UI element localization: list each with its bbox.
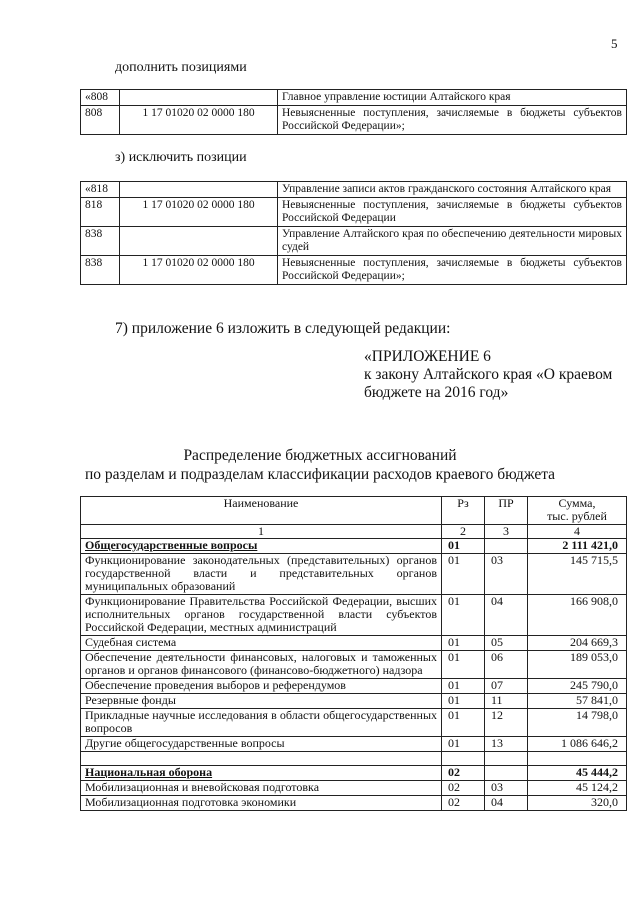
table-row [81, 90, 627, 106]
row-sum: 57 841,0 [528, 694, 627, 709]
remove-positions-table [80, 181, 627, 285]
row-pr [485, 766, 528, 781]
row-rz: 01 [442, 554, 485, 595]
row-sum: 166 908,0 [528, 595, 627, 636]
row-pr: 07 [485, 679, 528, 694]
appendix-line: бюджете на 2016 год» [364, 384, 509, 401]
header-sum: Сумма, тыс. рублей [528, 497, 627, 525]
appendix-heading [364, 348, 626, 402]
header-row [81, 497, 627, 525]
row-sum: 2 111 421,0 [528, 539, 627, 554]
row-name: Судебная система [81, 636, 442, 651]
page-number: 5 [611, 36, 618, 51]
row-name: Резервные фонды [81, 694, 442, 709]
section-row [81, 766, 627, 781]
row-sum: 189 053,0 [528, 651, 627, 679]
table-row [81, 595, 627, 636]
row-rz: 01 [442, 651, 485, 679]
row-pr [485, 752, 528, 766]
row-rz: 01 [442, 709, 485, 737]
table-row [81, 679, 627, 694]
table-row [81, 182, 627, 198]
row-name: Другие общегосударственные вопросы [81, 737, 442, 752]
paragraph-remove-positions: з) исключить позиции [115, 150, 247, 165]
position-name: Невыясненные поступления, зачисляемые в бюджеты субъектов Российской Федерации [278, 198, 627, 227]
row-rz: 01 [442, 539, 485, 554]
row-name: Обеспечение проведения выборов и референдумов [81, 679, 442, 694]
budget-code [120, 90, 278, 106]
admin-code: «808 [81, 90, 120, 106]
header-pr: ПР [485, 497, 528, 525]
row-sum: 45 444,2 [528, 766, 627, 781]
add-positions-table [80, 89, 627, 135]
spacer-row [81, 752, 627, 766]
table-title-line2: по разделам и подразделам классификации расходов краевого бюджета [84, 466, 556, 483]
budget-code [120, 227, 278, 256]
table-row [81, 709, 627, 737]
row-name: Функционирование Правительства Российской Федерации, высших исполнительных органов государственной власти субъектов Российской Федерации, местных администраций [81, 595, 442, 636]
row-rz: 02 [442, 796, 485, 811]
row-rz: 01 [442, 636, 485, 651]
row-sum: 245 790,0 [528, 679, 627, 694]
table-row [81, 781, 627, 796]
appendix-line: «ПРИЛОЖЕНИЕ 6 [364, 348, 491, 365]
table-row [81, 554, 627, 595]
row-pr: 12 [485, 709, 528, 737]
row-rz: 02 [442, 781, 485, 796]
row-sum: 204 669,3 [528, 636, 627, 651]
appendix-line: к закону Алтайского края «О краевом [364, 366, 613, 383]
row-pr [485, 539, 528, 554]
position-name: Управление записи актов гражданского состояния Алтайского края [278, 182, 627, 198]
row-rz: 01 [442, 679, 485, 694]
header-rz: Рз [442, 497, 485, 525]
admin-code: «818 [81, 182, 120, 198]
row-sum: 145 715,5 [528, 554, 627, 595]
budget-code: 1 17 01020 02 0000 180 [120, 198, 278, 227]
row-name: Обеспечение деятельности финансовых, налоговых и таможенных органов и органов финансового (финансово-бюджетного) надзора [81, 651, 442, 679]
position-name: Главное управление юстиции Алтайского края [278, 90, 627, 106]
row-pr: 13 [485, 737, 528, 752]
row-sum: 45 124,2 [528, 781, 627, 796]
column-number: 3 [485, 525, 528, 539]
table-title-line1: Распределение бюджетных ассигнований [183, 447, 457, 464]
row-rz: 02 [442, 766, 485, 781]
paragraph-add-positions: дополнить позициями [115, 60, 247, 75]
table-row [81, 256, 627, 285]
table-row [81, 636, 627, 651]
row-name: Прикладные научные исследования в области общегосударственных вопросов [81, 709, 442, 737]
section-row [81, 539, 627, 554]
table-row [81, 651, 627, 679]
column-number: 4 [528, 525, 627, 539]
row-pr: 06 [485, 651, 528, 679]
column-number: 1 [81, 525, 442, 539]
admin-code: 808 [81, 106, 120, 135]
row-name: Общегосударственные вопросы [81, 539, 442, 554]
position-name: Управление Алтайского края по обеспечению деятельности мировых судей [278, 227, 627, 256]
row-name [81, 752, 442, 766]
admin-code: 838 [81, 256, 120, 285]
admin-code: 838 [81, 227, 120, 256]
row-sum: 320,0 [528, 796, 627, 811]
row-pr: 11 [485, 694, 528, 709]
row-name: Национальная оборона [81, 766, 442, 781]
table-row [81, 694, 627, 709]
column-number: 2 [442, 525, 485, 539]
table-row [81, 106, 627, 135]
row-rz: 01 [442, 737, 485, 752]
row-rz [442, 752, 485, 766]
row-name: Мобилизационная и вневойсковая подготовка [81, 781, 442, 796]
budget-code: 1 17 01020 02 0000 180 [120, 106, 278, 135]
row-rz: 01 [442, 694, 485, 709]
row-pr: 04 [485, 796, 528, 811]
row-rz: 01 [442, 595, 485, 636]
row-name: Мобилизационная подготовка экономики [81, 796, 442, 811]
row-pr: 05 [485, 636, 528, 651]
row-pr: 03 [485, 554, 528, 595]
position-name: Невыясненные поступления, зачисляемые в бюджеты субъектов Российской Федерации»; [278, 256, 627, 285]
table-row [81, 796, 627, 811]
table-row [81, 737, 627, 752]
header-name: Наименование [81, 497, 442, 525]
budget-code [120, 182, 278, 198]
position-name: Невыясненные поступления, зачисляемые в бюджеты субъектов Российской Федерации»; [278, 106, 627, 135]
table-row [81, 198, 627, 227]
budget-allocation-table [80, 496, 627, 811]
row-sum: 1 086 646,2 [528, 737, 627, 752]
row-sum [528, 752, 627, 766]
budget-code: 1 17 01020 02 0000 180 [120, 256, 278, 285]
paragraph-appendix-6: 7) приложение 6 изложить в следующей редакции: [115, 320, 451, 337]
column-number-row [81, 525, 627, 539]
row-sum: 14 798,0 [528, 709, 627, 737]
admin-code: 818 [81, 198, 120, 227]
table-row [81, 227, 627, 256]
row-pr: 04 [485, 595, 528, 636]
table-body [81, 539, 627, 811]
row-pr: 03 [485, 781, 528, 796]
row-name: Функционирование законодательных (представительных) органов государственной власти и представительных органов муниципальных образований [81, 554, 442, 595]
